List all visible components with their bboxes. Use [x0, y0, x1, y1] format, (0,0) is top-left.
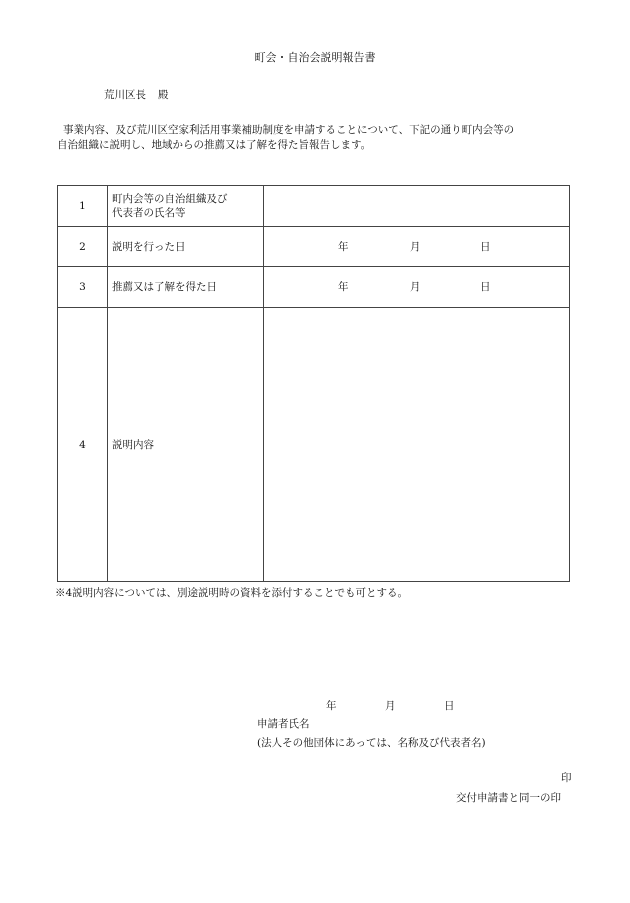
- intro-line-2: 自治組織に説明し、地域からの推薦又は了解を得た旨報告します。: [57, 139, 372, 151]
- row-label: 説明を行った日: [108, 227, 264, 267]
- applicant-name-label: 申請者氏名: [257, 718, 310, 730]
- report-table: [57, 185, 570, 582]
- row-number: 3: [58, 267, 108, 308]
- explanation-content-field[interactable]: [264, 308, 570, 582]
- corporation-note: (法人その他団体にあっては、名称及び代表者名): [257, 737, 486, 749]
- row-label-line-1: 町内会等の自治組織及び: [112, 193, 228, 206]
- table-row: [58, 308, 570, 582]
- signature-day-label: 日: [444, 700, 455, 712]
- table-row: [58, 227, 570, 267]
- explanation-date-field[interactable]: [264, 227, 570, 267]
- day-label: 日: [480, 240, 491, 253]
- row-number: 2: [58, 227, 108, 267]
- seal-label: 印: [561, 772, 572, 784]
- row-label: 説明内容: [108, 308, 264, 582]
- signature-month-label: 月: [385, 700, 396, 712]
- intro-line-1: 事業内容、及び荒川区空家利活用事業補助制度を申請することについて、下記の通り町内会等の: [63, 124, 515, 136]
- table-row: [58, 186, 570, 227]
- signature-year-label: 年: [326, 700, 337, 712]
- month-label: 月: [410, 240, 421, 253]
- row-number: 4: [58, 308, 108, 582]
- month-label: 月: [410, 281, 421, 294]
- addressee-honorific: 殿: [158, 89, 169, 101]
- row-label: 推薦又は了解を得た日: [108, 267, 264, 308]
- year-label: 年: [338, 240, 349, 253]
- seal-note: 交付申請書と同一の印: [456, 792, 561, 804]
- addressee: [104, 87, 169, 102]
- attachment-note: ※4説明内容については、別途説明時の資料を添付することでも可とする。: [55, 587, 408, 599]
- row-number: 1: [58, 186, 108, 227]
- day-label: 日: [480, 281, 491, 294]
- organization-name-field[interactable]: [264, 186, 570, 227]
- addressee-name: 荒川区長: [104, 89, 146, 101]
- table-row: [58, 267, 570, 308]
- year-label: 年: [338, 281, 349, 294]
- row-label: [108, 186, 264, 227]
- approval-date-field[interactable]: [264, 267, 570, 308]
- document-title: 町会・自治会説明報告書: [254, 51, 376, 64]
- row-label-line-2: 代表者の氏名等: [112, 207, 186, 220]
